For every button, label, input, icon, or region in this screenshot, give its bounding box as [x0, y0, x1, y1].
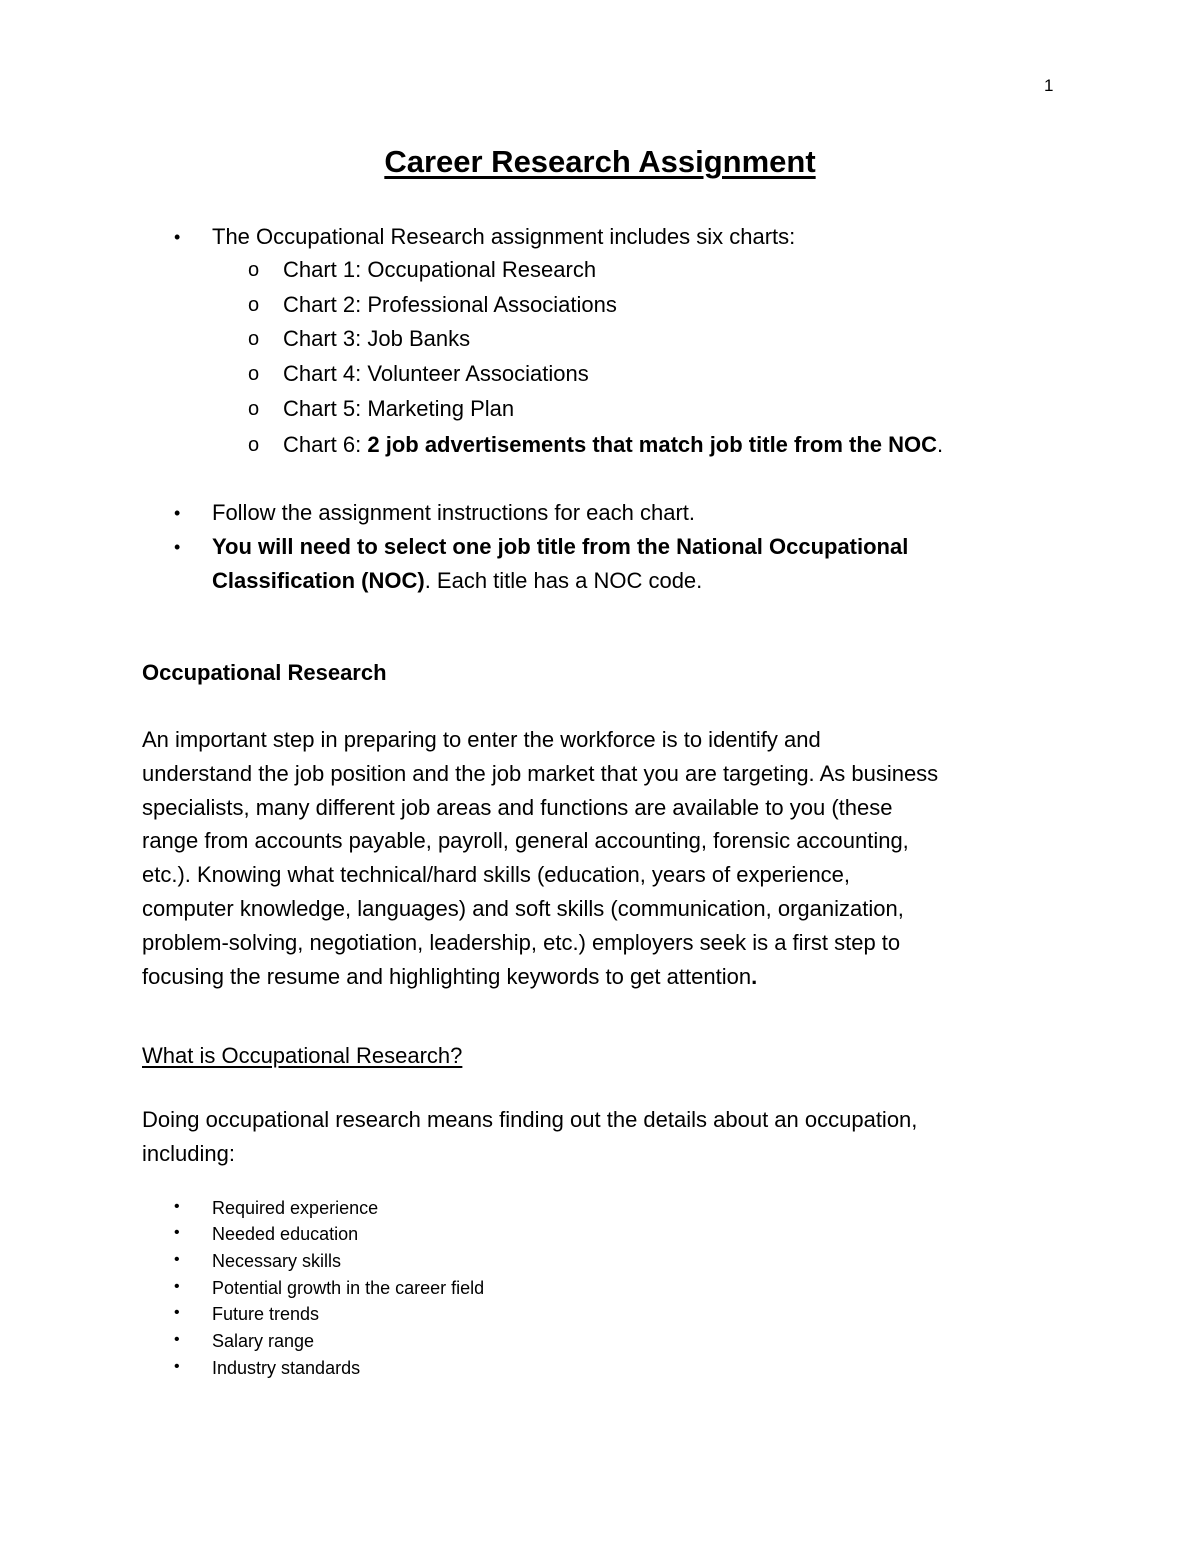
paragraph-line: range from accounts payable, payroll, general accounting, forensic accounting,: [142, 828, 909, 854]
list-item-text: Salary range: [212, 1331, 315, 1351]
sub-bullet-icon: o: [248, 259, 260, 281]
list-item-text: Needed education: [212, 1224, 359, 1244]
sub-bullet-icon: o: [248, 363, 260, 385]
section-heading-occupational-research: Occupational Research: [142, 660, 387, 685]
paragraph-line-text: focusing the resume and highlighting keywords to get attention: [142, 963, 752, 989]
bullet-icon: •: [174, 537, 181, 557]
chart-item-text: Chart 4: Volunteer Associations: [283, 361, 589, 386]
sub-bullet-icon: o: [248, 434, 260, 456]
bullet-icon: •: [174, 1278, 180, 1295]
bullet-icon: •: [174, 1331, 180, 1348]
chart-item-text: Chart 2: Professional Associations: [283, 292, 617, 317]
what-is-paragraph: [142, 1103, 1072, 1171]
list-item: [0, 1331, 700, 1357]
select-bullet-bold: Classification (NOC): [212, 568, 425, 593]
list-item-text: Future trends: [212, 1304, 320, 1324]
select-bullet-line2: [212, 564, 702, 598]
document-title: Career Research Assignment: [384, 144, 816, 179]
follow-bullet-text: Follow the assignment instructions for each chart.: [212, 500, 696, 525]
bullet-icon: •: [174, 227, 181, 247]
bullet-icon: •: [174, 1304, 180, 1321]
bullet-icon: •: [174, 1198, 180, 1215]
list-item-text: Potential growth in the career field: [212, 1278, 485, 1298]
list-item: [0, 1224, 700, 1250]
sub-bullet-icon: o: [248, 294, 260, 316]
page-number: 1: [1044, 76, 1054, 95]
chart-item-plain: Chart 6:: [283, 432, 368, 457]
list-item: [0, 1358, 700, 1384]
select-bullet-plain: . Each title has a NOC code.: [424, 568, 703, 593]
chart-item-text: Chart 3: Job Banks: [283, 326, 471, 351]
section-heading-what-is: What is Occupational Research?: [142, 1043, 463, 1068]
paragraph-line: including:: [142, 1140, 235, 1166]
chart-item-text: [283, 428, 943, 462]
chart-item-suffix: .: [937, 432, 944, 457]
bullet-icon: •: [174, 1251, 180, 1268]
paragraph-end-bold: .: [751, 963, 758, 989]
occupational-research-paragraph: [142, 723, 1072, 993]
bullet-icon: •: [174, 1224, 180, 1241]
list-item-text: Necessary skills: [212, 1251, 342, 1271]
paragraph-line-last: [142, 960, 1072, 994]
paragraph-line: specialists, many different job areas and functions are available to you (these: [142, 794, 893, 820]
chart-item-text: Chart 1: Occupational Research: [283, 257, 597, 282]
list-item-text: Required experience: [212, 1198, 379, 1218]
bullet-icon: •: [174, 503, 181, 523]
list-item: [0, 1304, 700, 1330]
paragraph-line: computer knowledge, languages) and soft skills (communication, organization,: [142, 895, 904, 921]
sub-bullet-icon: o: [248, 398, 260, 420]
bullet-icon: •: [174, 1358, 180, 1375]
paragraph-line: etc.). Knowing what technical/hard skills (education, years of experience,: [142, 862, 851, 888]
sub-bullet-icon: o: [248, 328, 260, 350]
chart-item-text: Chart 5: Marketing Plan: [283, 396, 515, 421]
chart-item-bold: 2 job advertisements that match job title from the NOC: [367, 432, 938, 457]
paragraph-line: understand the job position and the job market that you are targeting. As business: [142, 760, 939, 786]
paragraph-line: Doing occupational research means finding out the details about an occupation,: [142, 1107, 918, 1132]
list-item: [0, 1198, 700, 1224]
list-item: [0, 1278, 700, 1304]
paragraph-line: An important step in preparing to enter the workforce is to identify and: [142, 727, 821, 752]
select-bullet-line1: You will need to select one job title from the National Occupational: [212, 534, 909, 559]
list-item: [0, 1251, 700, 1277]
intro-bullet-text: The Occupational Research assignment includes six charts:: [212, 224, 796, 249]
paragraph-line: problem-solving, negotiation, leadership, etc.) employers seek is a first step to: [142, 929, 901, 955]
list-item-text: Industry standards: [212, 1358, 361, 1378]
